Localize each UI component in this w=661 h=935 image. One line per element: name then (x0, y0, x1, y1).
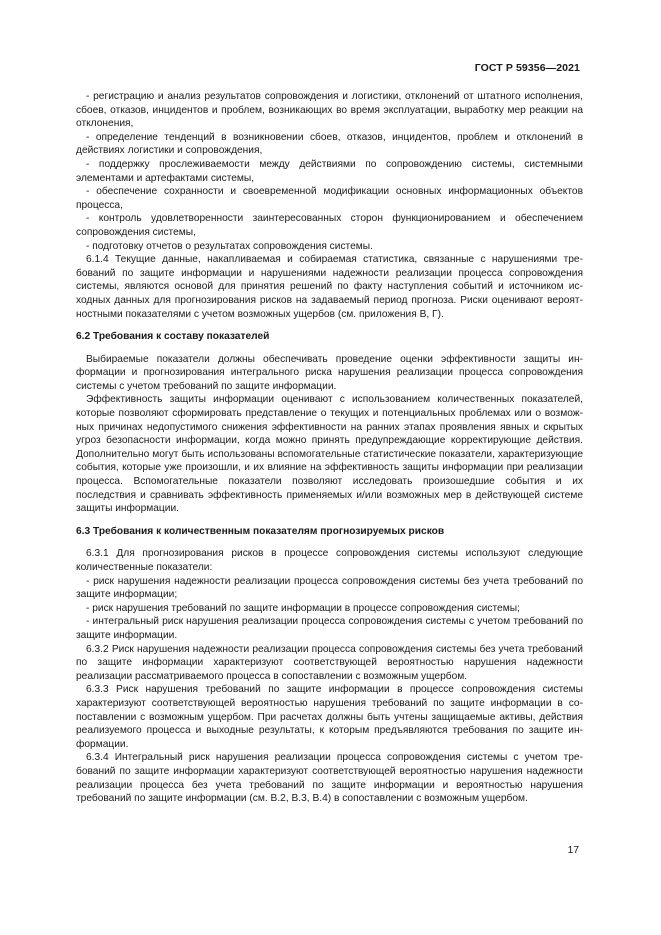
list-item: - обеспечение сохранности и своевременной модификации основных информационных объектов процесса, (76, 186, 583, 211)
list-item: - интегральный риск нарушения реализации процесса сопровождения системы с учетом требований по защите информации. (76, 616, 583, 641)
paragraph: 6.3.4 Интегральный риск нарушения реализации процесса сопровождения системы с учетом требований по защите информации характеризуют соответствующей вероятностью нарушения надежности реализации процесса без учета требований по защите информации и вероятностью нарушения требований по защите информации (см. В.2, В.3, В.4) в сопоставлении с возможным ущербом. (76, 752, 583, 805)
list-item: - регистрацию и анализ результатов сопровождения и логистики, отклонений от штатного исполнения, сбоев, отказов, инцидентов и проблем, возникающих во время эксплуатации, выработку мер реакции на отклонения, (76, 91, 583, 130)
paragraph: 6.3.1 Для прогнозирования рисков в процессе сопровождения системы используют следующие количественные показатели: (76, 548, 583, 573)
page-number: 17 (567, 845, 579, 856)
paragraph: 6.3.2 Риск нарушения надежности реализации процесса сопровождения системы без учета требований по защите информации характеризуют соответствующей вероятностью нарушения надежности реализации рассматриваемого процесса в сопоставлении с возможным ущербом. (76, 643, 583, 682)
list-item: - контроль удовлетворенности заинтересованных сторон функционированием и обеспечением сопровождения системы, (76, 213, 583, 238)
paragraph: Выбираемые показатели должны обеспечивать проведение оценки эффективности защиты информации и прогнозирования интегрального риска нарушения реализации процесса сопровождения системы с учетом требований по защите информации. (76, 353, 583, 392)
paragraph: 6.1.4 Текущие данные, накапливаемая и собираемая статистика, связанные с нарушениями требований по защите информации и нарушениями надежности реализации процесса сопровождения системы, являются основой для принятия решений по факту наступления событий и источником исходных данных для прогнозирования рисков на задаваемый период прогноза. Риски оценивают вероятностными показателями с учетом возможных ущербов (см. приложения В, Г). (76, 254, 583, 320)
list-item: - риск нарушения надежности реализации процесса сопровождения системы без учета требований по защите информации; (76, 575, 583, 601)
list-item: - риск нарушения требований по защите информации в процессе сопровождения системы; (86, 602, 520, 614)
document-code: ГОСТ Р 59356—2021 (474, 62, 580, 74)
list-item: - определение тенденций в возникновении сбоев, отказов, инцидентов, проблем и отклонений в действиях логистики и сопровождения, (76, 131, 583, 157)
paragraph: 6.3.3 Риск нарушения требований по защите информации в процессе сопровождения системы характеризуют соответствующей вероятностью нарушения требований по защите информации в сопоставлении с возможным ущербом. При расчетах должны быть учтены защищаемые активы, действия реализуемого процесса и выходные результаты, к которым предъявляются требования по защите информации. (76, 684, 583, 750)
section-heading: 6.3 Требования к количественным показателям прогнозируемых рисков (76, 525, 445, 537)
list-item: - поддержку прослеживаемости между действиями по сопровождению системы, системными элементами и артефактами системы, (76, 158, 583, 184)
list-item: - подготовку отчетов о результатах сопровождения системы. (86, 240, 373, 252)
paragraph: Эффективность защиты информации оценивают с использованием количественных показателей, которые позволяют сформировать представление о текущих и потенциальных проблемах или о возможных причинах недопустимого снижения эффективности на ранних этапах проявления явных и скрытых угроз безопасности информации, когда можно принять предупреждающие корректирующие действия. Дополнительно могут быть использованы вспомогательные статистические показатели, характеризующие события, которые уже произошли, и их влияние на эффективность защиты информации при реализации процесса. Вспомогательные показатели позволяют исследовать произошедшие события и их последствия и сравнивать эффективность применяемых и/или возможных мер в действующей системе защиты информации. (76, 394, 583, 515)
document-body (76, 90, 583, 806)
section-heading: 6.2 Требования к составу показателей (76, 331, 270, 343)
